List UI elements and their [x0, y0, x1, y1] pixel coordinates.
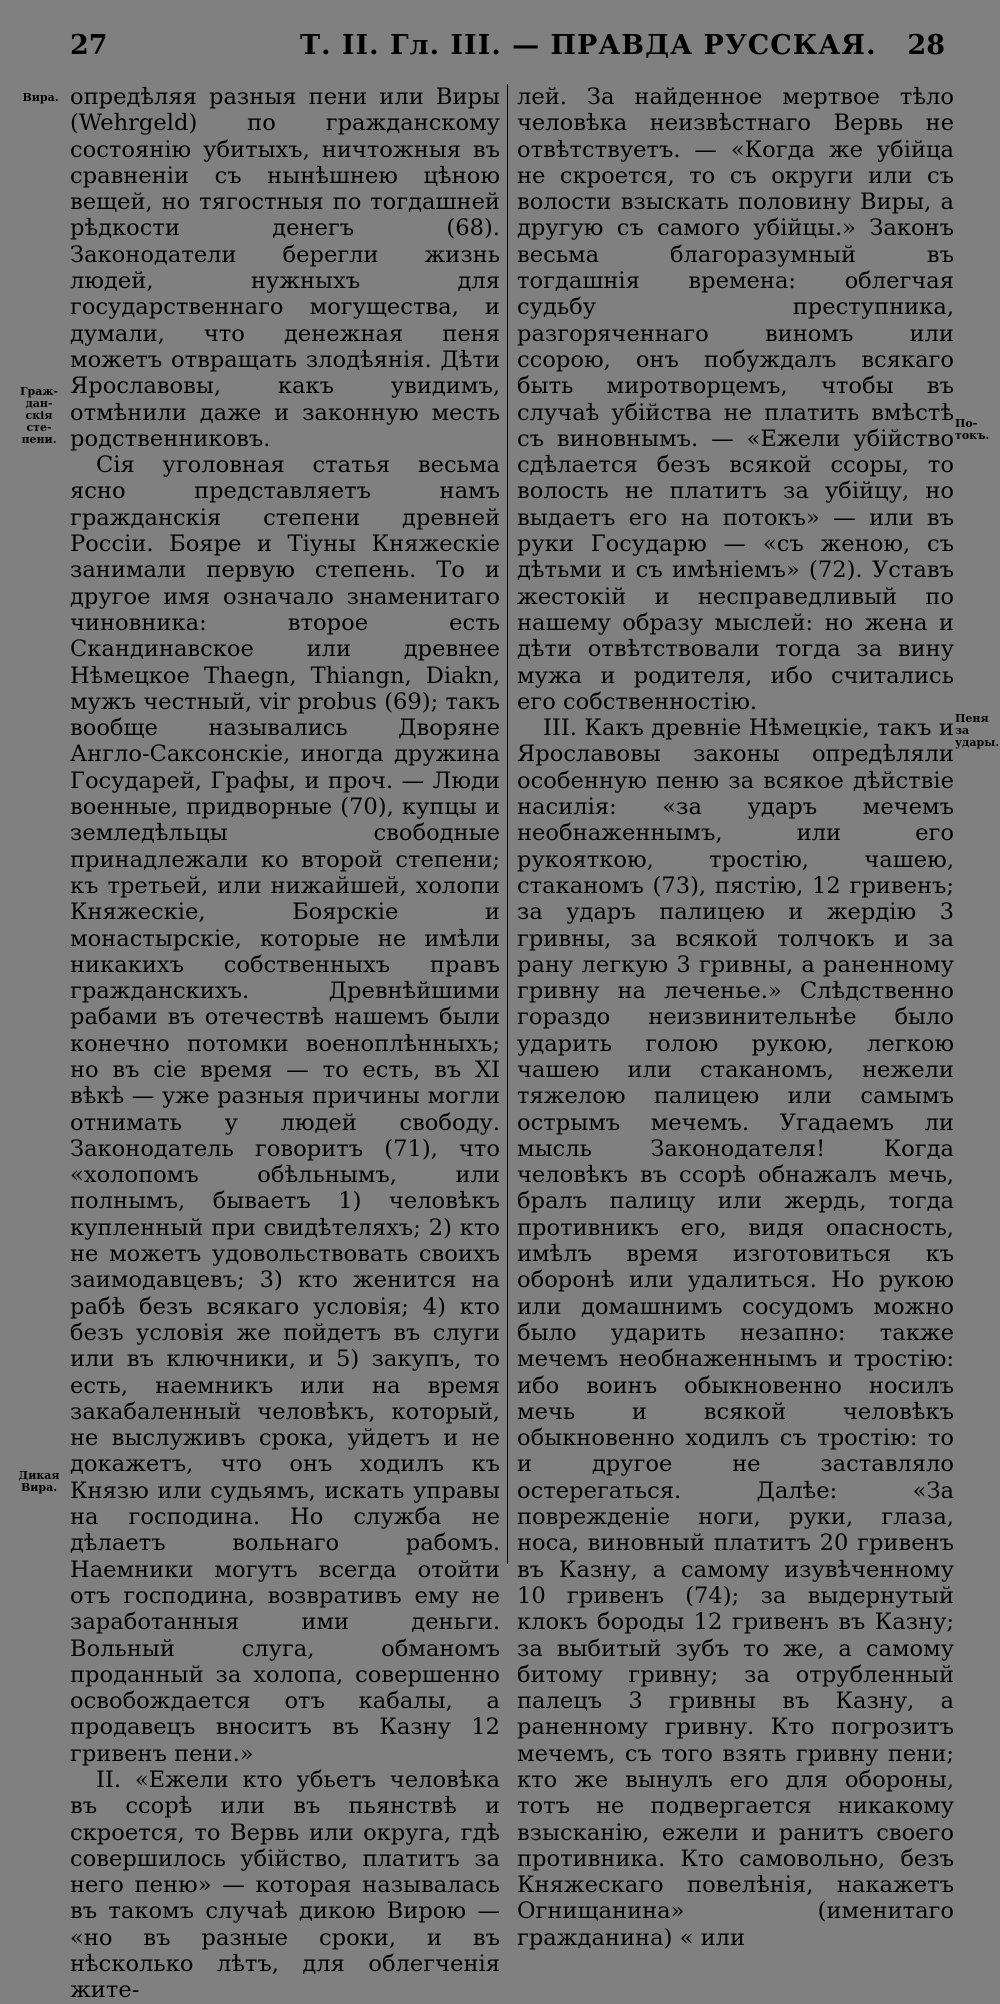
paragraph: II. «Ежели кто убьетъ человѣка въ ссорѣ или въ пьянствѣ и скроется, то Вервь или округа, гдѣ совершилось убійство, платитъ за него пеню» — которая называлась въ такомъ случаѣ дикою Вирою — «но въ разные сроки, и въ нѣсколько лѣтъ, для облегченія жите-: [70, 1767, 500, 2004]
running-title: Т. II. Гл. III. — ПРАВДА РУССКАЯ.: [300, 30, 877, 61]
paragraph: опредѣляя разныя пени или Виры (Wehrgeld) по гражданскому состоянію убитыхъ, ничтожныя въ сравненіи съ нынѣшнею цѣною вещей, но тягостныя по тогдашней рѣдкости денегъ (68). Законодатели берегли жизнь людей, нужныхъ для государственнаго могущества, и думали, что денежная пеня можетъ отвращать злодѣянія. Дѣти Ярославовы, какъ увидимъ, отмѣнили даже и законную месть родственниковъ.: [70, 84, 500, 452]
page-number-left: 27: [70, 30, 108, 61]
margin-note-penalty-blows: Пеня за удары.: [955, 712, 1000, 749]
page-number-right: 28: [907, 30, 945, 61]
margin-note-wild-vira: Дикая Вира.: [18, 1469, 60, 1494]
left-text-column: [70, 84, 500, 2004]
margin-note-civil-ranks: Граж-дан-скія сте-пени.: [19, 385, 59, 446]
right-text-column: [517, 84, 954, 1951]
column-divider: [507, 84, 508, 1564]
paragraph: Сія уголовная статья весьма ясно представляетъ намъ гражданскія степени древней Россіи. Бояре и Тіуны Княжескіе занимали первую степень. То и другое имя означало знаменитаго чиновника: второе есть Скандинавское или древнее Нѣмецкое Thaegn, Thiangn, Diakn, мужъ честный, vir probus (69); такъ вообще назывались Дворяне Англо-Саксонскіе, иногда дружина Государей, Графы, и проч. — Люди военные, придворные (70), купцы и земледѣльцы свободные принадлежали ко второй степени; къ третьей, или нижайшей, холопи Княжескіе, Боярскіе и монастырскіе, которые не имѣли никакихъ собственныхъ правъ гражданскихъ. Древнѣйшими рабами въ отечествѣ нашемъ были конечно потомки военоплѣнныхъ; но въ сіе время — то есть, въ XI вѣкѣ — уже разныя причины могли отнимать у людей свободу. Законодатель говоритъ (71), что «холопомъ обѣльнымъ, или полнымъ, бываетъ 1) человѣкъ купленный при свидѣтеляхъ; 2) кто не можетъ удовольствовать своихъ заимодавцевъ; 3) кто женится на рабѣ безъ всякаго условія; 4) кто безъ условія же пойдетъ въ слуги или въ ключники, и 5) закупъ, то есть, наемникъ или на время закабаленный человѣкъ, который, не выслуживъ срока, уйдетъ и не докажетъ, что онъ ходилъ къ Князю или судьямъ, искать управы на господина. Но служба не дѣлаетъ вольнаго рабомъ. Наемники могутъ всегда отойти отъ господина, возвративъ ему не заработанныя ими деньги. Вольный слуга, обманомъ проданный за холопа, совершенно освобождается отъ кабалы, а продавецъ вноситъ въ Казну 12 гривенъ пени.»: [70, 452, 500, 1767]
margin-note-vira: Вира.: [22, 91, 59, 104]
paragraph: лей. За найденное мертвое тѣло человѣка неизвѣстнаго Вервь не отвѣтствуетъ. — «Когда же убійца не скроется, то съ округи или съ волости взыскать половину Виры, а другую съ самого убійцы.» Законъ весьма благоразумный въ тогдашнія времена: облегчая судьбу преступника, разгоряченнаго виномъ или ссорою, онъ побуждалъ всякаго быть миротворцемъ, чтобы въ случаѣ убійства не платить вмѣстѣ съ виновнымъ. — «Ежели убійство сдѣлается безъ всякой ссоры, то волость не платитъ за убійцу, но выдаетъ его на потокъ» — или въ руки Государю — «съ женою, съ дѣтьми и съ имѣніемъ» (72). Уставъ жестокій и несправедливый по нашему образу мыслей: но жена и дѣти отвѣтствовали тогда за вину мужа и родителя, ибо считались его собственностію.: [517, 84, 954, 715]
running-header: [0, 30, 1000, 70]
margin-note-potok: По-токъ.: [955, 417, 990, 442]
paragraph: III. Какъ древніе Нѣмецкіе, такъ и Ярославовы законы опредѣляли особенную пеню за всякое дѣйствіе насилія: «за ударъ мечемъ необнаженнымъ, или его рукояткою, тростію, чашею, стаканомъ (73), пястію, 12 гривенъ; за ударъ палицею и жердію 3 гривны, за всякой толчокъ и за рану легкую 3 гривны, а раненному гривну на леченье.» Слѣдственно гораздо неизвинительнѣе было ударить голою рукою, легкою чашею или стаканомъ, нежели тяжелою палицею или самымъ острымъ мечемъ. Угадаемъ ли мысль Законодателя! Когда человѣкъ въ ссорѣ обнажалъ мечь, бралъ палицу или жердь, тогда противникъ его, видя опасность, имѣлъ время изготовиться къ оборонѣ или удалиться. Но рукою или домашнимъ сосудомъ можно было ударить незапно: также мечемъ необнаженнымъ и тростію: ибо воинъ обыкновенно носилъ мечь и всякой человѣкъ обыкновенно ходилъ съ тростію: то и другое не заставляло остерегаться. Далѣе: «За поврежденіе ноги, руки, глаза, носа, виновный платитъ 20 гривенъ въ Казну, а самому изувѣченному 10 гривенъ (74); за выдернутый клокъ бороды 12 гривенъ въ Казну; за выбитый зубъ то же, а самому битому гривну; за отрубленный палецъ 3 гривны въ Казну, а раненному гривну. Кто погрозитъ мечемъ, съ того взять гривну пени; кто же вынулъ его для обороны, тотъ не подвергается никакому взысканію, ежели и ранитъ своего противника. Кто самовольно, безъ Княжескаго повелѣнія, накажетъ Огнищанина» (именитаго гражданина) « или: [517, 715, 954, 1951]
